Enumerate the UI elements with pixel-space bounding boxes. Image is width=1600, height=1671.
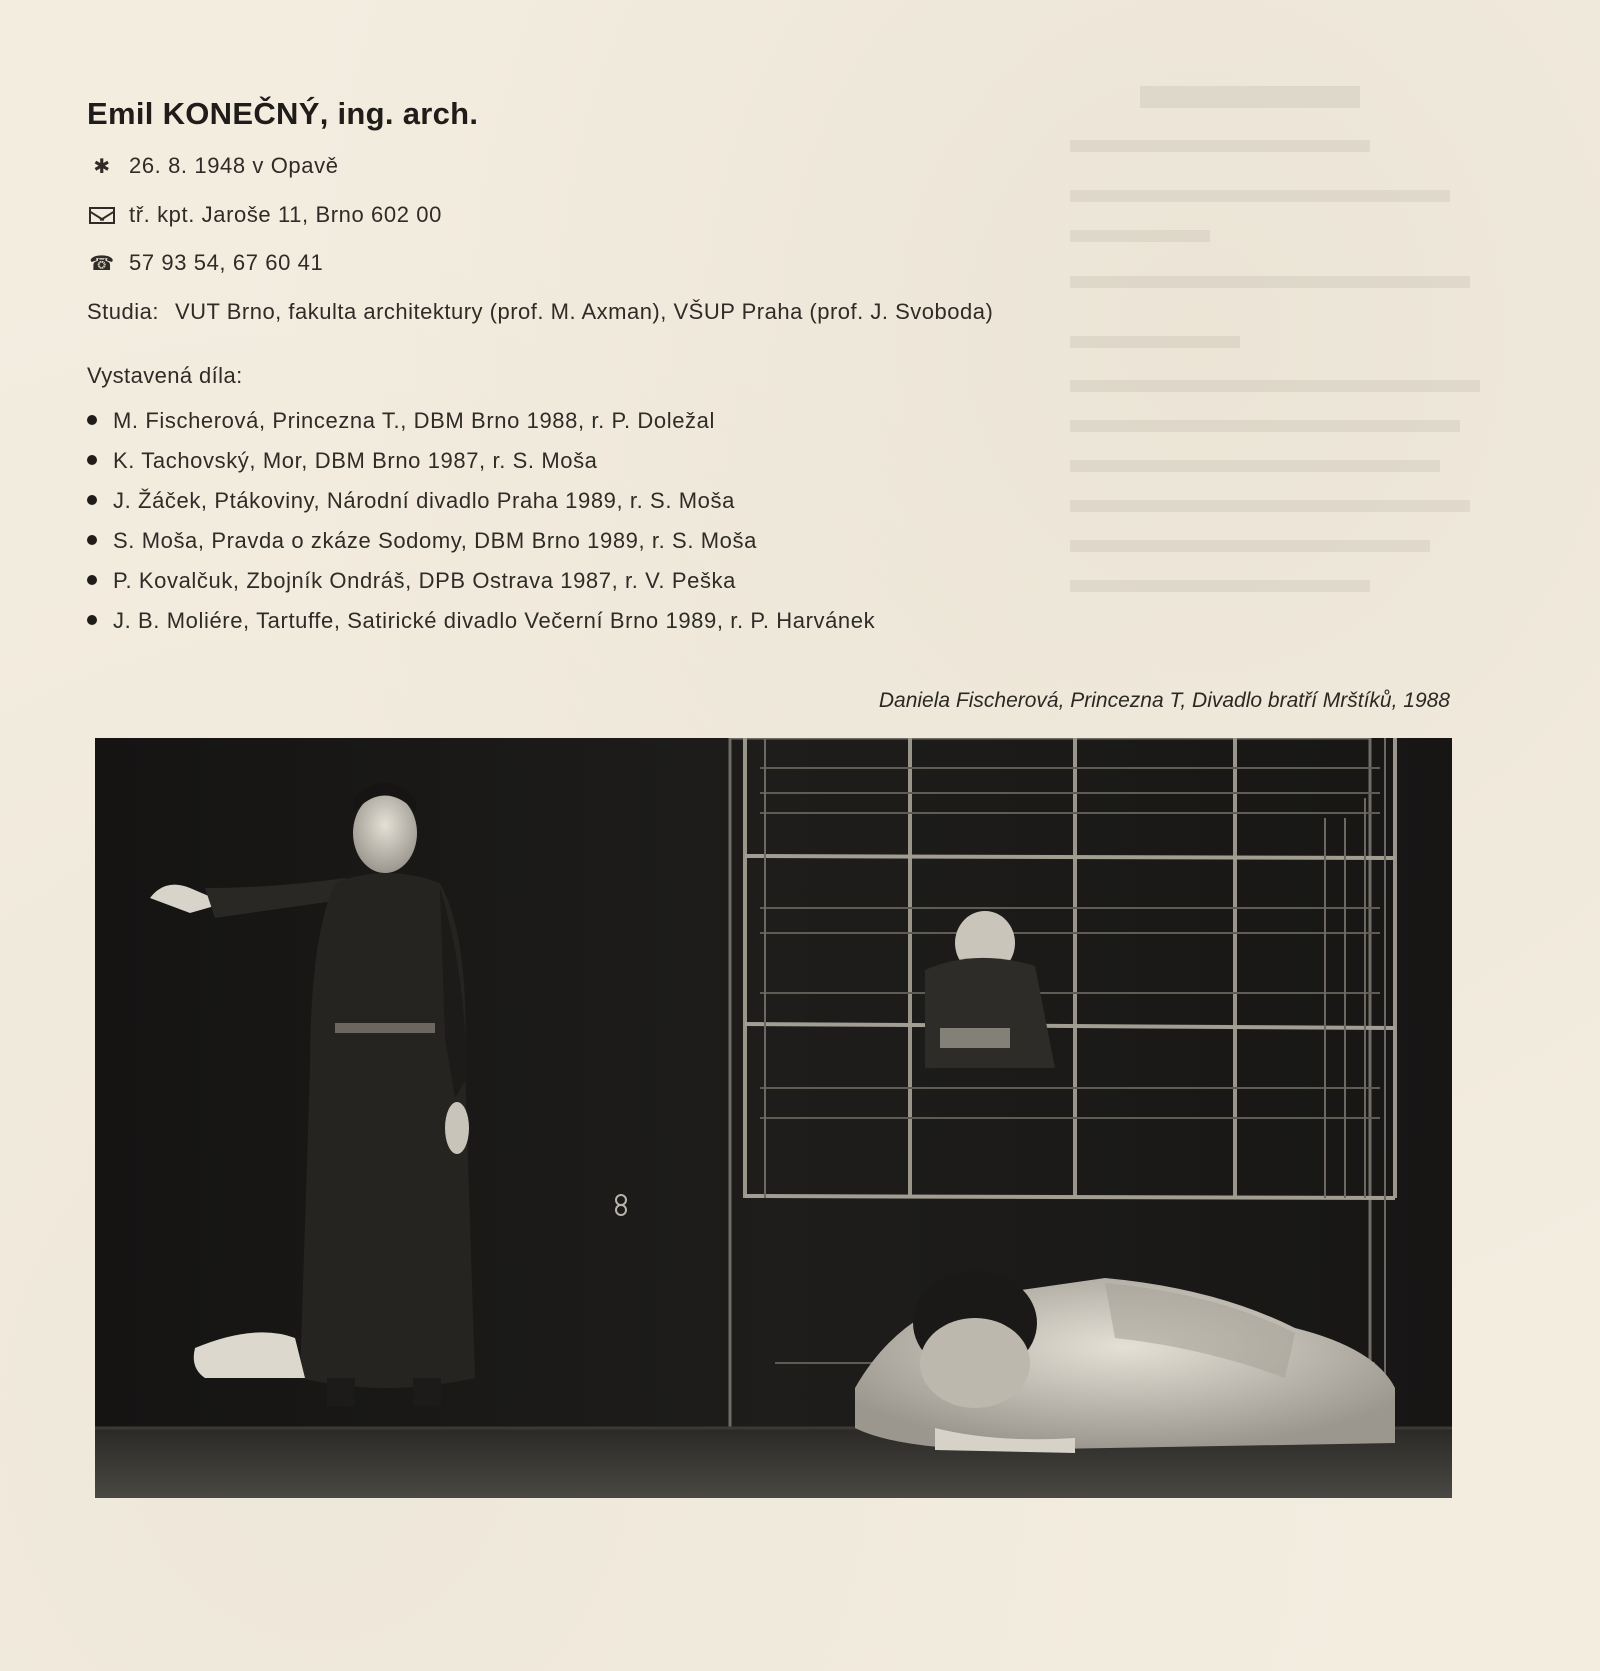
studies-row — [87, 299, 993, 325]
list-item: J. B. Moliére, Tartuffe, Satirické divadlo Večerní Brno 1989, r. P. Harvánek — [87, 608, 875, 648]
birth-text: 26. 8. 1948 v Opavě — [129, 153, 339, 178]
studies-text: VUT Brno, fakulta architektury (prof. M. Axman), VŠUP Praha (prof. J. Svoboda) — [175, 299, 994, 324]
bullet-icon — [87, 575, 97, 585]
studies-label: Studia: — [87, 299, 159, 324]
bleed-through-text — [1070, 80, 1490, 640]
bullet-icon — [87, 535, 97, 545]
address-text: tř. kpt. Jaroše 11, Brno 602 00 — [129, 202, 442, 227]
works-list — [87, 408, 875, 648]
stage-photo — [95, 738, 1452, 1498]
list-item: S. Moša, Pravda o zkáze Sodomy, DBM Brno 1989, r. S. Moša — [87, 528, 875, 568]
list-item: K. Tachovský, Mor, DBM Brno 1987, r. S. Moša — [87, 448, 875, 488]
list-item: P. Kovalčuk, Zbojník Ondráš, DPB Ostrava 1987, r. V. Peška — [87, 568, 875, 608]
bullet-icon — [87, 415, 97, 425]
bullet-icon — [87, 455, 97, 465]
address-row — [87, 202, 442, 228]
telephone-icon: ☎ — [89, 253, 115, 275]
phone-text: 57 93 54, 67 60 41 — [129, 250, 324, 275]
bullet-icon — [87, 615, 97, 625]
birth-asterisk-icon: ✱ — [93, 156, 111, 178]
envelope-icon — [87, 205, 117, 228]
list-item: M. Fischerová, Princezna T., DBM Brno 1988, r. P. Doležal — [87, 408, 875, 448]
person-name-heading: Emil KONEČNÝ, ing. arch. — [87, 96, 479, 131]
list-item: J. Žáček, Ptákoviny, Národní divadlo Praha 1989, r. S. Moša — [87, 488, 875, 528]
works-heading: Vystavená díla: — [87, 363, 243, 388]
phone-row — [87, 250, 323, 276]
photo-caption: Daniela Fischerová, Princezna T, Divadlo bratří Mrštíků, 1988 — [878, 689, 1450, 712]
birth-row — [87, 153, 339, 179]
stage-photo-illustration — [95, 738, 1452, 1498]
bullet-icon — [87, 495, 97, 505]
